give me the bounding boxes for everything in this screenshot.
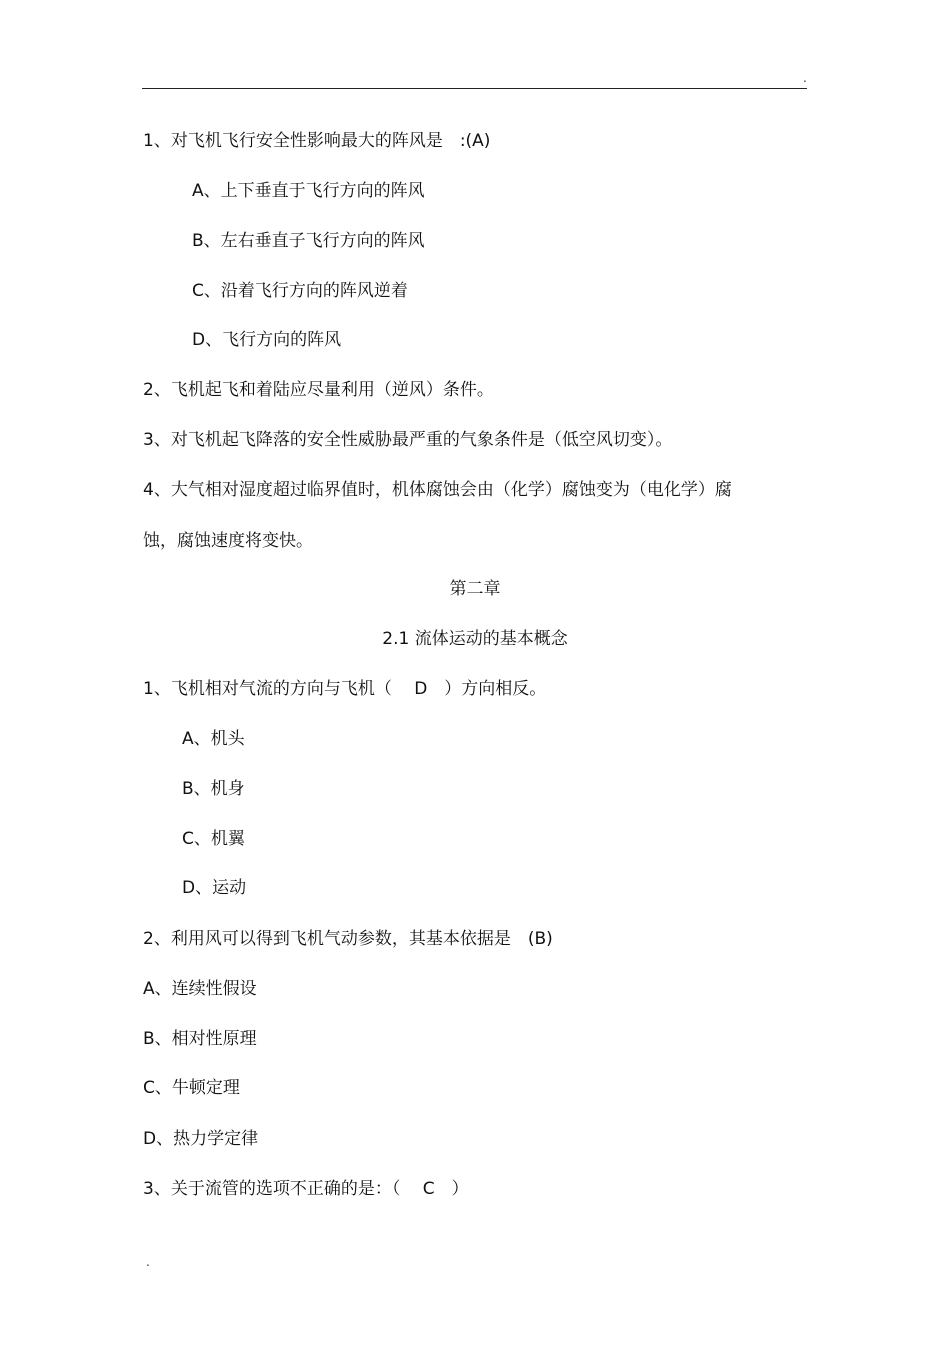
s1-q1-text: 1、飞机相对气流的方向与飞机（ D ）方向相反。 xyxy=(143,679,547,699)
s1-q1-option-a: A、机头 xyxy=(182,729,245,749)
chapter-heading: 第二章 xyxy=(449,579,501,599)
s1-q2-option-d: D、热力学定律 xyxy=(143,1129,259,1149)
s1-q1-option-c: C、机翼 xyxy=(182,829,245,849)
q3-text: 3、对飞机起飞降落的安全性威胁最严重的气象条件是（低空风切变）。 xyxy=(143,430,673,450)
section-heading: 2.1 流体运动的基本概念 xyxy=(382,629,568,649)
header-mark: . xyxy=(803,71,807,85)
q1-option-c: C、沿着飞行方向的阵风逆着 xyxy=(192,281,408,301)
q1-text: 1、对飞机飞行安全性影响最大的阵风是 :(A) xyxy=(143,131,491,151)
s1-q3-text: 3、关于流管的选项不正确的是：（ C ） xyxy=(143,1179,469,1199)
s1-q2-option-a: A、连续性假设 xyxy=(143,979,257,999)
q2-text: 2、飞机起飞和着陆应尽量利用（逆风）条件。 xyxy=(143,380,494,400)
q1-option-b: B、左右垂直子飞行方向的阵风 xyxy=(192,231,425,251)
s1-q2-option-c: C、牛顿定理 xyxy=(143,1078,240,1098)
s1-q2-option-b: B、相对性原理 xyxy=(143,1029,257,1049)
s1-q2-text: 2、利用风可以得到飞机气动参数，其基本依据是 (B) xyxy=(143,929,553,949)
s1-q1-option-d: D、运动 xyxy=(182,878,247,898)
s1-q1-option-b: B、机身 xyxy=(182,779,245,799)
q4-text-line1: 4、大气相对湿度超过临界值时，机体腐蚀会由（化学）腐蚀变为（电化学）腐 xyxy=(143,480,732,500)
footer-mark: . xyxy=(146,1255,150,1269)
q1-option-a: A、上下垂直于飞行方向的阵风 xyxy=(192,181,425,201)
header-rule xyxy=(142,88,807,89)
q1-option-d: D、飞行方向的阵风 xyxy=(192,330,342,350)
q4-text-line2: 蚀，腐蚀速度将变快。 xyxy=(143,531,313,551)
